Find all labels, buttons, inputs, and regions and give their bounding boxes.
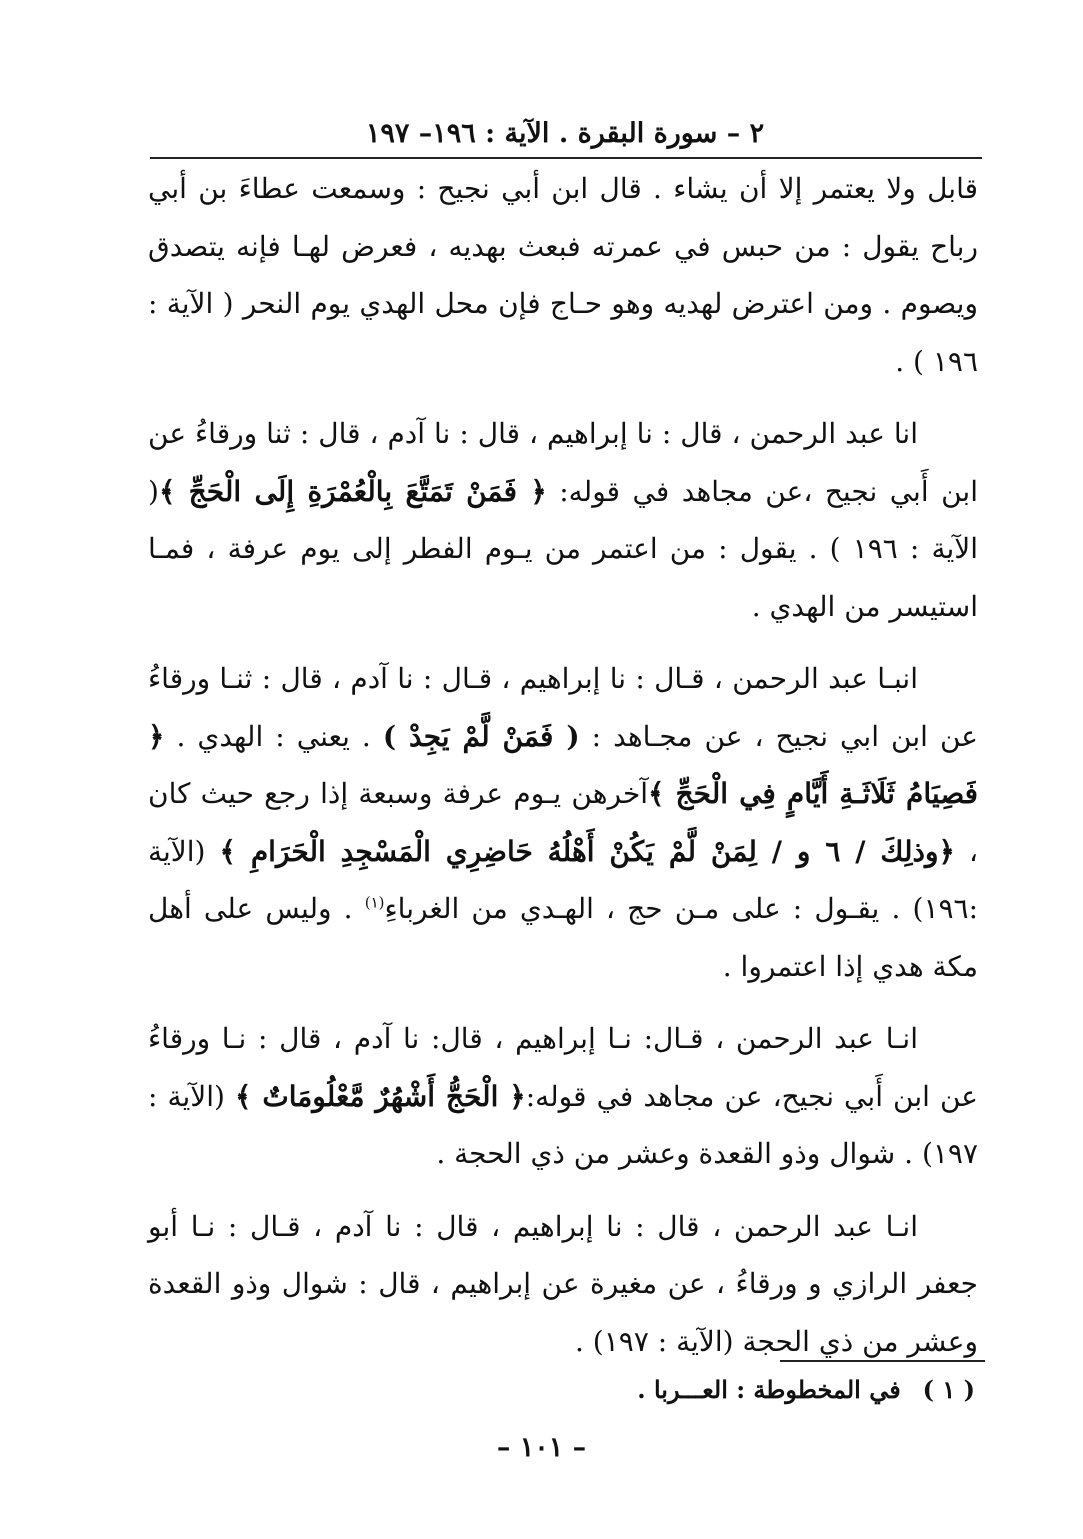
footnote <box>637 1375 975 1404</box>
text-run: . وليس على أهل مكة هدي إذا اعتمروا . <box>148 892 978 983</box>
text-run: (الآية :١٩٦) . يقـول : على مـن حج ، الهـدي من الغرباءِ <box>148 834 979 925</box>
paragraph <box>148 650 978 995</box>
quran-quote: ( فَمَنْ لَّمْ يَجِدْ ) <box>382 719 580 753</box>
text-run: (الآية : ١٩٧) . شوال وذو القعدة وعشر من ذي الحجة . <box>148 1079 978 1170</box>
paragraph <box>148 1198 978 1371</box>
text-run: انا عبد الرحمن ، قال : نا إبراهيم ، قال : نا آدم ، قال : ثنا ورقاءُ عن ابن أَبي نجيح ،عن مجاهد في قوله: <box>148 417 979 508</box>
text-run: قابل ولا يعتمر إلا أن يشاء . قال ابن أبي نجيح : وسمعت عطاءَ بن أبي رباح يقول : من حبس في عمرته فبعث بهديه ، فعرض لهـا فإنه يتصدق ويصوم . ومن اعترض لهديه وهو حـاج فإن محل الهدي يوم النحر ( الآية : ١٩٦ ) . <box>148 172 978 378</box>
footnote-divider <box>780 1360 985 1362</box>
header-divider <box>150 157 982 159</box>
quran-quote: ﴿ الْحَجُّ أَشْهُرٌ مَّعْلُومَاتٌ ﴾ <box>235 1079 526 1113</box>
paragraph <box>148 1010 978 1183</box>
text-run: انبـا عبد الرحمن ، قـال : نا إبراهيم ، قـال : نا آدم ، قال : ثنـا ورقاءُ عن ابن ابي نجيح ، عن مجـاهد : <box>148 662 978 753</box>
text-run: انـا عبد الرحمن ، قال : نا إبراهيم ، قال : نا آدم ، قـال : نـا أبو جعفر الرازي و ورقاءُ ، عن مغيرة عن إبراهيم ، قال : شوال وذو القعدة وعشر من ذي الحجة (الآية : ١٩٧) . <box>148 1209 978 1358</box>
body-text <box>148 160 978 1370</box>
paragraph <box>148 160 978 390</box>
page-number: – ١٠١ – <box>496 1432 587 1463</box>
quran-quote: ﴿ فَصِيَامُ ثَلَاثَـةِ أَيَّامٍ فِي الْحَجِّ ﴾ <box>148 719 979 810</box>
text-run: انـا عبد الرحمن ، قـال: نـا إبراهيم ، قال: نا آدم ، قال : نـا ورقاءُ عن ابن أَبي نجيح، عن مجاهد في قوله: <box>148 1022 979 1113</box>
footnote-number: ( ١ ) <box>922 1375 975 1404</box>
footnote-reference: (١) <box>364 893 385 912</box>
text-run: ( الآية : ١٩٦ ) . يقول : من اعتمر من يـوم الفطر إلى يوم عرفة ، فمـا استيسر من الهدي . <box>148 474 978 623</box>
quran-quote: ﴿ فَمَنْ تَمَتَّعَ بِالْعُمْرَةِ إِلَى الْحَجِّ ﴾ <box>158 474 547 508</box>
quran-quote: ﴿وذلِكَ / ٦ و / لِمَنْ لَّمْ يَكُنْ أَهْلُهُ حَاضِرِي الْمَسْجِدِ الْحَرَامِ ﴾ <box>219 834 955 868</box>
text-run: آخرهن يـوم عرفة وسبعة إذا رجع حيث كان ، <box>148 777 978 868</box>
paragraph <box>148 405 978 635</box>
running-header: ٢ – سورة البقرة . الآية : ١٩٦– ١٩٧ <box>365 118 765 149</box>
text-run: . يعني : الهدي . <box>164 719 383 753</box>
footnote-text: في المخطوطة : العـــربا . <box>637 1375 901 1404</box>
